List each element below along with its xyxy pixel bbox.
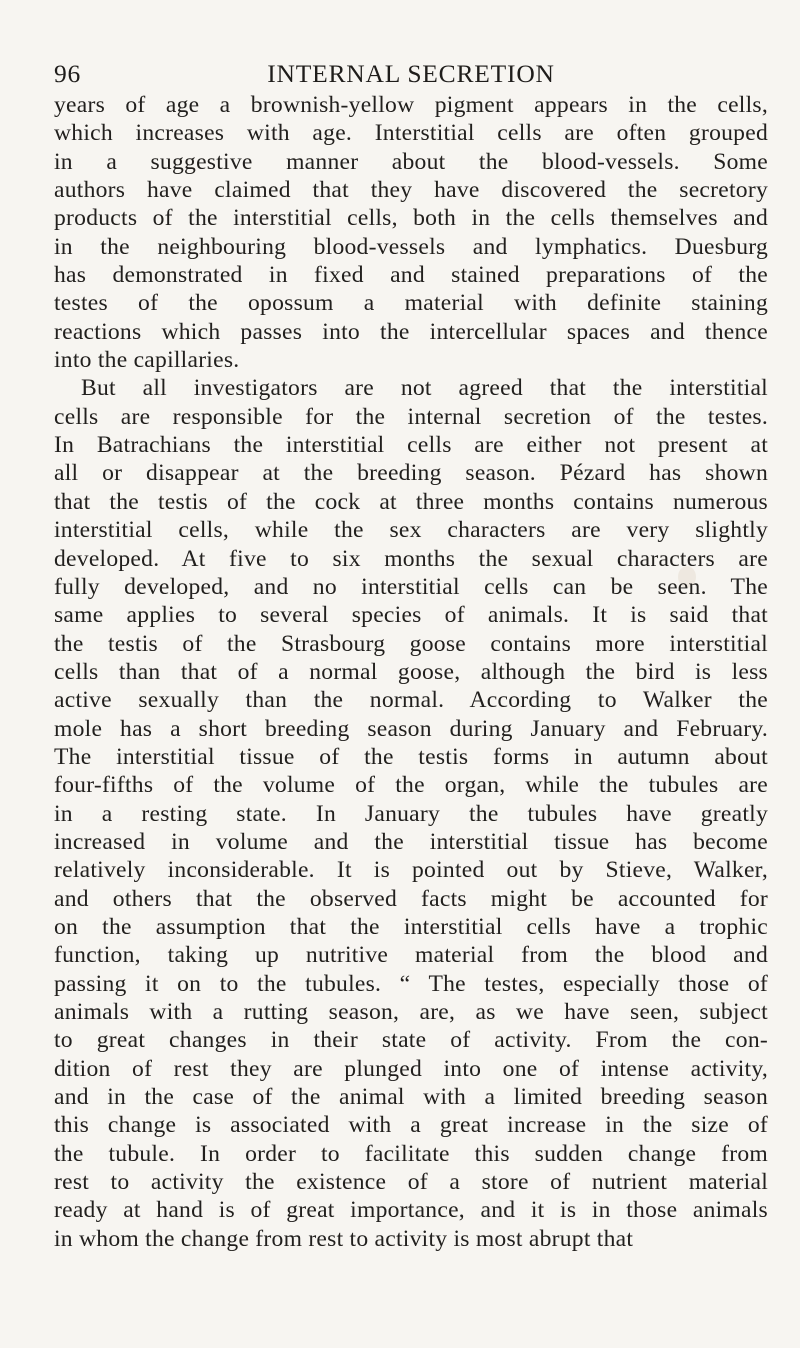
text-line-content: has demonstrated in fixed and stained preparations of the [54, 262, 768, 289]
text-line-content: this change is associated with a great increase in the size of [54, 1112, 768, 1139]
text-line [54, 1111, 768, 1139]
text-line-content: into the capillaries. [54, 347, 240, 374]
text-line [54, 1168, 768, 1196]
text-line-content: reactions which passes into the intercellular spaces and thence [54, 318, 768, 345]
text-line-content: cells are responsible for the internal secretion of the testes. [54, 403, 768, 430]
text-line [54, 403, 768, 431]
text-line [54, 658, 768, 686]
text-line [54, 148, 768, 176]
text-line [54, 459, 768, 487]
text-line [54, 828, 768, 856]
text-line [54, 289, 768, 317]
text-line [54, 630, 768, 658]
text-line [54, 261, 768, 289]
text-line [54, 545, 768, 573]
text-line [54, 913, 768, 941]
text-line [54, 1196, 768, 1224]
text-line-content: cells than that of a normal goose, although the bird is less [54, 658, 768, 685]
text-line [54, 516, 768, 544]
text-line-content: in a resting state. In January the tubules have greatly [54, 800, 768, 827]
text-line-content: interstitial cells, while the sex characters are very slightly [54, 517, 768, 544]
text-line-content: same applies to several species of animals. It is said that [54, 602, 768, 629]
page-number: 96 [54, 59, 82, 88]
text-line-content: fully developed, and no interstitial cells can be seen. The [54, 573, 768, 600]
text-line-content: The interstitial tissue of the testis forms in autumn about [54, 743, 768, 770]
text-line [54, 998, 768, 1026]
text-line [54, 119, 768, 147]
text-line [54, 715, 768, 743]
text-line-content: the tubule. In order to facilitate this sudden change from [54, 1140, 768, 1167]
text-line [54, 1055, 768, 1083]
body-text [54, 91, 768, 1253]
text-line-content: years of age a brownish-yellow pigment appears in the cells, [54, 92, 768, 118]
text-line-content: active sexually than the normal. According to Walker the [54, 687, 768, 714]
text-line-content: rest to activity the existence of a store of nutrient material [54, 1169, 768, 1196]
text-line [54, 686, 768, 714]
text-line [54, 1026, 768, 1054]
text-line-content: authors have claimed that they have discovered the secretory [54, 177, 768, 204]
text-line-content: the testis of the Strasbourg goose contains more interstitial [54, 630, 768, 657]
text-line [54, 885, 768, 913]
text-line [54, 800, 768, 828]
text-line [54, 346, 768, 374]
text-line-content: ready at hand is of great importance, and it is in those animals [54, 1197, 768, 1224]
text-line-content: to great changes in their state of activity. From the con- [54, 1027, 768, 1054]
text-line-content: four-fifths of the volume of the organ, while the tubules are [54, 772, 768, 799]
text-line [54, 1083, 768, 1111]
text-line-content: on the assumption that the interstitial cells have a trophic [54, 913, 768, 940]
text-line-content: in the neighbouring blood-vessels and lymphatics. Duesburg [54, 233, 768, 260]
text-line [54, 318, 768, 346]
text-line [54, 601, 768, 629]
text-line [54, 771, 768, 799]
text-line [54, 1225, 768, 1253]
text-line-content: relatively inconsiderable. It is pointed out by Stieve, Walker, [54, 857, 768, 884]
text-line [54, 856, 768, 884]
text-line-content: passing it on to the tubules. “ The testes, especially those of [54, 970, 768, 997]
page-header [54, 58, 768, 90]
text-line-content: dition of rest they are plunged into one of intense activity, [54, 1055, 768, 1082]
text-line-content: and in the case of the animal with a limited breeding season [54, 1084, 768, 1111]
text-line-content: products of the interstitial cells, both in the cells themselves and [54, 205, 768, 232]
running-head: INTERNAL SECRETION [267, 59, 555, 88]
text-line [54, 91, 768, 119]
text-line-content: In Batrachians the interstitial cells are either not present at [54, 432, 768, 459]
text-line-content: increased in volume and the interstitial tissue has become [54, 828, 768, 855]
text-line-content: function, taking up nutritive material from the blood and [54, 942, 768, 969]
text-line [54, 431, 768, 459]
text-line-content: But all investigators are not agreed that the interstitial [81, 375, 768, 402]
text-line [54, 970, 768, 998]
text-line-content: developed. At five to six months the sexual characters are [54, 545, 768, 572]
text-line-content: animals with a rutting season, are, as we have seen, subject [54, 999, 768, 1025]
text-line-content: that the testis of the cock at three months contains numerous [54, 488, 768, 515]
text-line-content: all or disappear at the breeding season. Pézard has shown [54, 460, 768, 487]
text-line [54, 573, 768, 601]
text-line-content: in whom the change from rest to activity is most abrupt that [54, 1225, 634, 1252]
text-line [54, 233, 768, 261]
text-line [54, 941, 768, 969]
text-line-content: and others that the observed facts might be accounted for [54, 885, 768, 912]
text-line [54, 488, 768, 516]
text-line [54, 204, 768, 232]
text-line-content: which increases with age. Interstitial cells are often grouped [54, 120, 768, 147]
text-line [54, 1140, 768, 1168]
text-line-content: mole has a short breeding season during January and February. [54, 715, 768, 742]
text-line [54, 743, 768, 771]
text-line [54, 374, 768, 402]
text-line [54, 176, 768, 204]
text-line-content: in a suggestive manner about the blood-vessels. Some [54, 148, 768, 175]
text-line-content: testes of the opossum a material with definite staining [54, 290, 768, 317]
